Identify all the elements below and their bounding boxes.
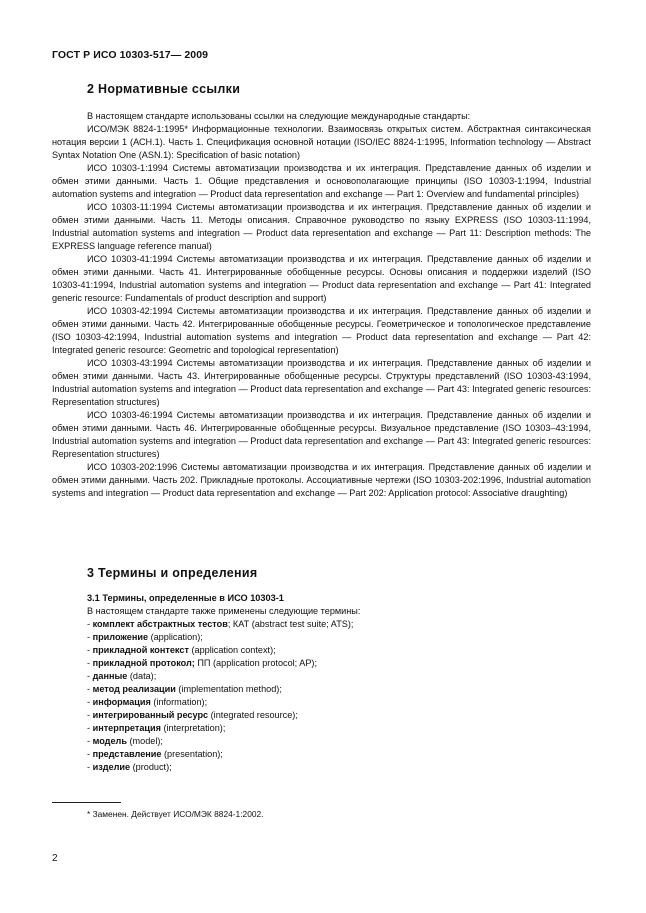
list-item: - интегрированный ресурс (integrated resource); <box>87 710 298 720</box>
section-2-body <box>52 110 591 500</box>
list-item: - прикладной контекст (application context); <box>87 645 276 655</box>
reference-iso-iec-8824-1: ИСО/МЭК 8824-1:1995* Информационные технологии. Взаимосвязь открытых систем. Абстрактная синтаксическая нотация версии 1 (АСН.1). Часть 1. Спецификация основной нотации (ISO/IEC 8824-1:1995, Information technology — Abstract Syntax Notation One (ASN.1): Specification of basic notation) <box>52 124 591 160</box>
reference-iso-10303-202: ИСО 10303-202:1996 Системы автоматизации производства и их интеграция. Представление данных об изделии и обмен этими данными. Часть 202. Прикладные протоколы. Ассоциативные чертежи (ISO 10303-202:1996, Industrial automation systems and integration — Product data representation and exchange — Part 202: Application protocol: Associative draughting) <box>52 462 591 498</box>
reference-iso-10303-11: ИСО 10303-11:1994 Системы автоматизации производства и их интеграция. Представление данных об изделии и обмен этими данными. Часть 11. Методы описания. Справочное руководство по языку EXPRESS (ISO 10303-11:1994, Industrial automation systems and integration — Product data representation and exchange — Part 11: Description methods: The EXPRESS language reference manual) <box>52 202 591 251</box>
list-item: - комплект абстрактных тестов; КАТ (abstract test suite; ATS); <box>87 619 354 629</box>
reference-iso-10303-1: ИСО 10303-1:1994 Системы автоматизации производства и их интеграция. Представление данных об изделии и обмен этими данными. Часть 1. Общие представления и основополагающие принципы (ISO 10303-1:1994, Industrial automation systems and integration — Product data representation and exchange — Part 1: Overview and fundamental principles) <box>52 163 591 199</box>
list-item: - метод реализации (implementation method); <box>87 684 282 694</box>
paragraph-intro: В настоящем стандарте использованы ссылки на следующие международные стандарты: <box>87 111 471 121</box>
footnote: * Заменен. Действует ИСО/МЭК 8824-1:2002. <box>87 809 264 819</box>
list-item: - информация (information); <box>87 697 208 707</box>
section-2-heading: 2 Нормативные ссылки <box>87 82 241 96</box>
section-3-1-heading: 3.1 Термины, определенные в ИСО 10303-1 <box>87 593 284 603</box>
list-item: - прикладной протокол; ПП (application protocol; AP); <box>87 658 317 668</box>
page-number: 2 <box>52 853 58 864</box>
list-item: - данные (data); <box>87 671 157 681</box>
list-item: - приложение (application); <box>87 632 203 642</box>
reference-iso-10303-41: ИСО 10303-41:1994 Системы автоматизации производства и их интеграция. Представление данных об изделии и обмен этими данными. Часть 41. Интегрированные обобщенные ресурсы. Основы описания и поддержки изделий (ISO 10303-41:1994, Industrial automation systems and integration — Product data representation and exchange — Part 41: Integrated generic resource: Fundamentals of product description and support) <box>52 254 591 303</box>
document-header: ГОСТ Р ИСО 10303-517— 2009 <box>52 49 209 61</box>
reference-iso-10303-43: ИСО 10303-43:1994 Системы автоматизации производства и их интеграция. Представление данных об изделии и обмен этими данными. Часть 43. Интегрированные обобщенные ресурсы. Структуры представлений (ISO 10303-43:1994, Industrial automation systems and integration — Product data representation and exchange — Part 43: Integrated generic resources: Representation structures) <box>52 358 591 407</box>
reference-iso-10303-42: ИСО 10303-42:1994 Системы автоматизации производства и их интеграция. Представление данных об изделии и обмен этими данными. Часть 42. Интегрированные обобщенные ресурсы. Геометрическое и топологическое представление (ISO 10303-42:1994, Industrial automation systems and integration — Product data representation and exchange — Part 42: Integrated generic resource: Geometric and topological representation) <box>52 306 591 355</box>
terms-list <box>87 605 587 774</box>
list-item: - интерпретация (interpretation); <box>87 723 226 733</box>
list-item: - модель (model); <box>87 736 163 746</box>
footnote-divider <box>52 802 121 803</box>
list-item: - изделие (product); <box>87 762 172 772</box>
terms-intro: В настоящем стандарте также применены следующие термины: <box>87 606 361 616</box>
section-3-heading: 3 Термины и определения <box>87 566 258 580</box>
list-item: - представление (presentation); <box>87 749 223 759</box>
reference-iso-10303-46: ИСО 10303-46:1994 Системы автоматизации производства и их интеграция. Представление данных об изделии и обмен этими данными. Часть 46. Интегрированные обобщенные ресурсы. Визуальное представление (ISO 10303–43:1994, Industrial automation systems and integration — Product data representation and exchange — Part 43: Integrated generic resources: Representation structures) <box>52 410 591 459</box>
